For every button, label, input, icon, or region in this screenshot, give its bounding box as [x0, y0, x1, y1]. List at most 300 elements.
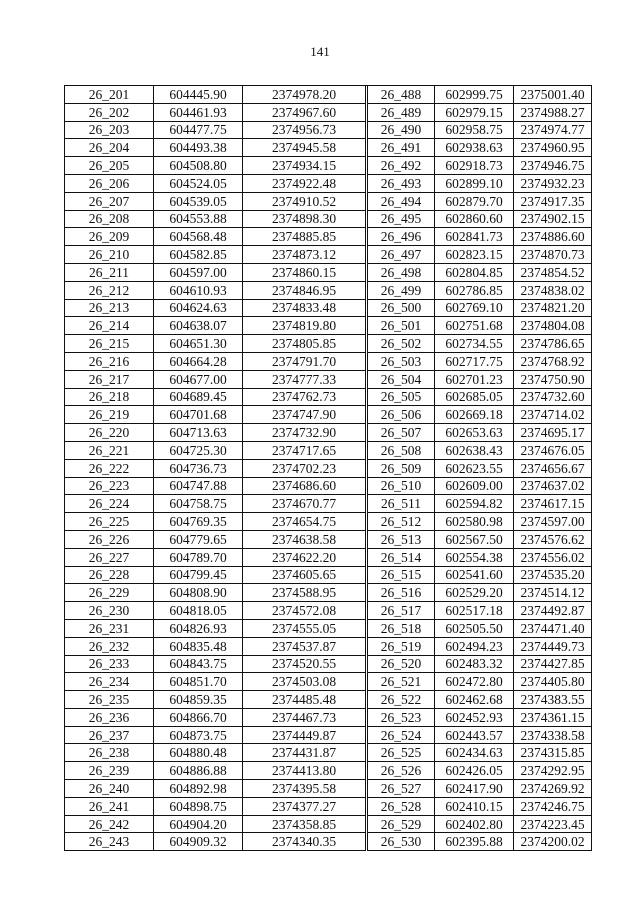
- y-coordinate-cell: 2374860.15: [243, 263, 366, 281]
- x-coordinate-cell: 604880.48: [154, 744, 243, 762]
- x-coordinate-cell: 602804.85: [435, 263, 514, 281]
- point-id-cell: 26_527: [368, 780, 435, 798]
- y-coordinate-cell: 2374686.60: [243, 477, 366, 495]
- y-coordinate-cell: 2374395.58: [243, 780, 366, 798]
- point-id-cell: 26_233: [65, 655, 154, 673]
- x-coordinate-cell: 602979.15: [435, 103, 514, 121]
- x-coordinate-cell: 602669.18: [435, 406, 514, 424]
- x-coordinate-cell: 602529.20: [435, 584, 514, 602]
- point-id-cell: 26_219: [65, 406, 154, 424]
- x-coordinate-cell: 602426.05: [435, 762, 514, 780]
- y-coordinate-cell: 2374467.73: [243, 708, 366, 726]
- point-id-cell: 26_224: [65, 495, 154, 513]
- y-coordinate-cell: 2374917.35: [514, 192, 592, 210]
- x-coordinate-cell: 604826.93: [154, 619, 243, 637]
- y-coordinate-cell: 2374492.87: [514, 602, 592, 620]
- y-coordinate-cell: 2374315.85: [514, 744, 592, 762]
- x-coordinate-cell: 602494.23: [435, 637, 514, 655]
- x-coordinate-cell: 604461.93: [154, 103, 243, 121]
- x-coordinate-cell: 602554.38: [435, 548, 514, 566]
- y-coordinate-cell: 2374405.80: [514, 673, 592, 691]
- point-id-cell: 26_208: [65, 210, 154, 228]
- point-id-cell: 26_213: [65, 299, 154, 317]
- point-id-cell: 26_202: [65, 103, 154, 121]
- y-coordinate-cell: 2374597.00: [514, 513, 592, 531]
- x-coordinate-cell: 602410.15: [435, 797, 514, 815]
- table-row: [65, 459, 592, 477]
- y-coordinate-cell: 2374732.60: [514, 388, 592, 406]
- point-id-cell: 26_523: [368, 708, 435, 726]
- y-coordinate-cell: 2374413.80: [243, 762, 366, 780]
- point-id-cell: 26_504: [368, 370, 435, 388]
- x-coordinate-cell: 602623.55: [435, 459, 514, 477]
- point-id-cell: 26_510: [368, 477, 435, 495]
- point-id-cell: 26_505: [368, 388, 435, 406]
- y-coordinate-cell: 2374572.08: [243, 602, 366, 620]
- y-coordinate-cell: 2374556.02: [514, 548, 592, 566]
- table-row: [65, 103, 592, 121]
- x-coordinate-cell: 602580.98: [435, 513, 514, 531]
- y-coordinate-cell: 2374377.27: [243, 797, 366, 815]
- point-id-cell: 26_521: [368, 673, 435, 691]
- y-coordinate-cell: 2374873.12: [243, 246, 366, 264]
- x-coordinate-cell: 604747.88: [154, 477, 243, 495]
- point-id-cell: 26_209: [65, 228, 154, 246]
- x-coordinate-cell: 604892.98: [154, 780, 243, 798]
- y-coordinate-cell: 2374946.75: [514, 157, 592, 175]
- point-id-cell: 26_229: [65, 584, 154, 602]
- y-coordinate-cell: 2374934.15: [243, 157, 366, 175]
- x-coordinate-cell: 602999.75: [435, 86, 514, 104]
- table-row: [65, 495, 592, 513]
- table-row: [65, 619, 592, 637]
- table-row: [65, 157, 592, 175]
- point-id-cell: 26_203: [65, 121, 154, 139]
- point-id-cell: 26_517: [368, 602, 435, 620]
- table-row: [65, 192, 592, 210]
- y-coordinate-cell: 2374902.15: [514, 210, 592, 228]
- x-coordinate-cell: 604477.75: [154, 121, 243, 139]
- point-id-cell: 26_489: [368, 103, 435, 121]
- y-coordinate-cell: 2374514.12: [514, 584, 592, 602]
- x-coordinate-cell: 604799.45: [154, 566, 243, 584]
- table-row: [65, 673, 592, 691]
- y-coordinate-cell: 2374576.62: [514, 530, 592, 548]
- point-id-cell: 26_214: [65, 317, 154, 335]
- point-id-cell: 26_491: [368, 139, 435, 157]
- table-row: [65, 210, 592, 228]
- table-row: [65, 441, 592, 459]
- point-id-cell: 26_492: [368, 157, 435, 175]
- point-id-cell: 26_210: [65, 246, 154, 264]
- x-coordinate-cell: 604835.48: [154, 637, 243, 655]
- x-coordinate-cell: 604843.75: [154, 655, 243, 673]
- point-id-cell: 26_520: [368, 655, 435, 673]
- page-number: 141: [310, 44, 330, 59]
- y-coordinate-cell: 2375001.40: [514, 86, 592, 104]
- y-coordinate-cell: 2374804.08: [514, 317, 592, 335]
- x-coordinate-cell: 602609.00: [435, 477, 514, 495]
- x-coordinate-cell: 602417.90: [435, 780, 514, 798]
- x-coordinate-cell: 602717.75: [435, 352, 514, 370]
- point-id-cell: 26_240: [65, 780, 154, 798]
- point-id-cell: 26_216: [65, 352, 154, 370]
- x-coordinate-cell: 604859.35: [154, 691, 243, 709]
- point-id-cell: 26_230: [65, 602, 154, 620]
- point-id-cell: 26_502: [368, 335, 435, 353]
- x-coordinate-cell: 602751.68: [435, 317, 514, 335]
- x-coordinate-cell: 602823.15: [435, 246, 514, 264]
- x-coordinate-cell: 602567.50: [435, 530, 514, 548]
- y-coordinate-cell: 2374431.87: [243, 744, 366, 762]
- point-id-cell: 26_211: [65, 263, 154, 281]
- y-coordinate-cell: 2374960.95: [514, 139, 592, 157]
- point-id-cell: 26_526: [368, 762, 435, 780]
- x-coordinate-cell: 604445.90: [154, 86, 243, 104]
- table-row: [65, 566, 592, 584]
- point-id-cell: 26_235: [65, 691, 154, 709]
- x-coordinate-cell: 602769.10: [435, 299, 514, 317]
- table-row: [65, 584, 592, 602]
- x-coordinate-cell: 602505.50: [435, 619, 514, 637]
- point-id-cell: 26_525: [368, 744, 435, 762]
- y-coordinate-cell: 2374676.05: [514, 441, 592, 459]
- y-coordinate-cell: 2374340.35: [243, 833, 366, 851]
- y-coordinate-cell: 2374974.77: [514, 121, 592, 139]
- table-row: [65, 513, 592, 531]
- y-coordinate-cell: 2374695.17: [514, 424, 592, 442]
- point-id-cell: 26_511: [368, 495, 435, 513]
- x-coordinate-cell: 604779.65: [154, 530, 243, 548]
- point-id-cell: 26_231: [65, 619, 154, 637]
- x-coordinate-cell: 602918.73: [435, 157, 514, 175]
- y-coordinate-cell: 2374200.02: [514, 833, 592, 851]
- x-coordinate-cell: 602434.63: [435, 744, 514, 762]
- y-coordinate-cell: 2374670.77: [243, 495, 366, 513]
- point-id-cell: 26_239: [65, 762, 154, 780]
- x-coordinate-cell: 604677.00: [154, 370, 243, 388]
- table-row: [65, 744, 592, 762]
- x-coordinate-cell: 604736.73: [154, 459, 243, 477]
- y-coordinate-cell: 2374449.73: [514, 637, 592, 655]
- y-coordinate-cell: 2374656.67: [514, 459, 592, 477]
- table-row: [65, 317, 592, 335]
- x-coordinate-cell: 602638.43: [435, 441, 514, 459]
- x-coordinate-cell: 602701.23: [435, 370, 514, 388]
- x-coordinate-cell: 602395.88: [435, 833, 514, 851]
- point-id-cell: 26_518: [368, 619, 435, 637]
- x-coordinate-cell: 604582.85: [154, 246, 243, 264]
- x-coordinate-cell: 604873.75: [154, 726, 243, 744]
- table-row: [65, 139, 592, 157]
- table-row: [65, 530, 592, 548]
- y-coordinate-cell: 2374978.20: [243, 86, 366, 104]
- x-coordinate-cell: 604818.05: [154, 602, 243, 620]
- table-row: [65, 263, 592, 281]
- point-id-cell: 26_237: [65, 726, 154, 744]
- x-coordinate-cell: 602958.75: [435, 121, 514, 139]
- y-coordinate-cell: 2374358.85: [243, 815, 366, 833]
- point-id-cell: 26_221: [65, 441, 154, 459]
- x-coordinate-cell: 602653.63: [435, 424, 514, 442]
- point-id-cell: 26_488: [368, 86, 435, 104]
- table-row: [65, 780, 592, 798]
- table-row: [65, 388, 592, 406]
- x-coordinate-cell: 604851.70: [154, 673, 243, 691]
- y-coordinate-cell: 2374821.20: [514, 299, 592, 317]
- point-id-cell: 26_495: [368, 210, 435, 228]
- x-coordinate-cell: 604769.35: [154, 513, 243, 531]
- table-row: [65, 228, 592, 246]
- table-row: [65, 335, 592, 353]
- y-coordinate-cell: 2374638.58: [243, 530, 366, 548]
- point-id-cell: 26_516: [368, 584, 435, 602]
- x-coordinate-cell: 604664.28: [154, 352, 243, 370]
- x-coordinate-cell: 602786.85: [435, 281, 514, 299]
- point-id-cell: 26_530: [368, 833, 435, 851]
- point-id-cell: 26_241: [65, 797, 154, 815]
- x-coordinate-cell: 604758.75: [154, 495, 243, 513]
- y-coordinate-cell: 2374932.23: [514, 174, 592, 192]
- table-row: [65, 121, 592, 139]
- y-coordinate-cell: 2374485.48: [243, 691, 366, 709]
- x-coordinate-cell: 604701.68: [154, 406, 243, 424]
- y-coordinate-cell: 2374654.75: [243, 513, 366, 531]
- x-coordinate-cell: 604493.38: [154, 139, 243, 157]
- x-coordinate-cell: 602517.18: [435, 602, 514, 620]
- point-id-cell: 26_215: [65, 335, 154, 353]
- y-coordinate-cell: 2374471.40: [514, 619, 592, 637]
- point-id-cell: 26_522: [368, 691, 435, 709]
- x-coordinate-cell: 602443.57: [435, 726, 514, 744]
- table-row: [65, 691, 592, 709]
- table-row: [65, 708, 592, 726]
- y-coordinate-cell: 2374617.15: [514, 495, 592, 513]
- x-coordinate-cell: 602841.73: [435, 228, 514, 246]
- y-coordinate-cell: 2374988.27: [514, 103, 592, 121]
- x-coordinate-cell: 604904.20: [154, 815, 243, 833]
- x-coordinate-cell: 604866.70: [154, 708, 243, 726]
- y-coordinate-cell: 2374886.60: [514, 228, 592, 246]
- y-coordinate-cell: 2374537.87: [243, 637, 366, 655]
- y-coordinate-cell: 2374967.60: [243, 103, 366, 121]
- x-coordinate-cell: 602734.55: [435, 335, 514, 353]
- y-coordinate-cell: 2374747.90: [243, 406, 366, 424]
- point-id-cell: 26_515: [368, 566, 435, 584]
- x-coordinate-cell: 604524.05: [154, 174, 243, 192]
- point-id-cell: 26_501: [368, 317, 435, 335]
- y-coordinate-cell: 2374269.92: [514, 780, 592, 798]
- y-coordinate-cell: 2374588.95: [243, 584, 366, 602]
- y-coordinate-cell: 2374361.15: [514, 708, 592, 726]
- point-id-cell: 26_497: [368, 246, 435, 264]
- table-row: [65, 299, 592, 317]
- y-coordinate-cell: 2374910.52: [243, 192, 366, 210]
- y-coordinate-cell: 2374717.65: [243, 441, 366, 459]
- point-id-cell: 26_206: [65, 174, 154, 192]
- y-coordinate-cell: 2374786.65: [514, 335, 592, 353]
- y-coordinate-cell: 2374520.55: [243, 655, 366, 673]
- table-row: [65, 637, 592, 655]
- x-coordinate-cell: 602541.60: [435, 566, 514, 584]
- point-id-cell: 26_226: [65, 530, 154, 548]
- table-row: [65, 726, 592, 744]
- point-id-cell: 26_228: [65, 566, 154, 584]
- table-row: [65, 548, 592, 566]
- table-row: [65, 477, 592, 495]
- y-coordinate-cell: 2374555.05: [243, 619, 366, 637]
- x-coordinate-cell: 604898.75: [154, 797, 243, 815]
- x-coordinate-cell: 604909.32: [154, 833, 243, 851]
- y-coordinate-cell: 2374762.73: [243, 388, 366, 406]
- x-coordinate-cell: 604886.88: [154, 762, 243, 780]
- y-coordinate-cell: 2374637.02: [514, 477, 592, 495]
- point-id-cell: 26_236: [65, 708, 154, 726]
- table-row: [65, 281, 592, 299]
- point-id-cell: 26_201: [65, 86, 154, 104]
- point-id-cell: 26_490: [368, 121, 435, 139]
- point-id-cell: 26_243: [65, 833, 154, 851]
- table-row: [65, 370, 592, 388]
- x-coordinate-cell: 602402.80: [435, 815, 514, 833]
- x-coordinate-cell: 602483.32: [435, 655, 514, 673]
- point-id-cell: 26_205: [65, 157, 154, 175]
- point-id-cell: 26_500: [368, 299, 435, 317]
- point-id-cell: 26_220: [65, 424, 154, 442]
- x-coordinate-cell: 604789.70: [154, 548, 243, 566]
- point-id-cell: 26_238: [65, 744, 154, 762]
- table-row: [65, 424, 592, 442]
- x-coordinate-cell: 604553.88: [154, 210, 243, 228]
- point-id-cell: 26_207: [65, 192, 154, 210]
- point-id-cell: 26_512: [368, 513, 435, 531]
- y-coordinate-cell: 2374732.90: [243, 424, 366, 442]
- y-coordinate-cell: 2374791.70: [243, 352, 366, 370]
- y-coordinate-cell: 2374922.48: [243, 174, 366, 192]
- x-coordinate-cell: 604651.30: [154, 335, 243, 353]
- x-coordinate-cell: 602462.68: [435, 691, 514, 709]
- x-coordinate-cell: 604508.80: [154, 157, 243, 175]
- y-coordinate-cell: 2374838.02: [514, 281, 592, 299]
- point-id-cell: 26_499: [368, 281, 435, 299]
- point-id-cell: 26_524: [368, 726, 435, 744]
- coordinates-table: [64, 85, 592, 851]
- y-coordinate-cell: 2374503.08: [243, 673, 366, 691]
- y-coordinate-cell: 2374449.87: [243, 726, 366, 744]
- table-row: [65, 86, 592, 104]
- table-row: [65, 246, 592, 264]
- x-coordinate-cell: 604610.93: [154, 281, 243, 299]
- x-coordinate-cell: 602685.05: [435, 388, 514, 406]
- point-id-cell: 26_529: [368, 815, 435, 833]
- table-row: [65, 833, 592, 851]
- point-id-cell: 26_217: [65, 370, 154, 388]
- point-id-cell: 26_242: [65, 815, 154, 833]
- y-coordinate-cell: 2374246.75: [514, 797, 592, 815]
- y-coordinate-cell: 2374702.23: [243, 459, 366, 477]
- x-coordinate-cell: 604568.48: [154, 228, 243, 246]
- y-coordinate-cell: 2374427.85: [514, 655, 592, 673]
- x-coordinate-cell: 602879.70: [435, 192, 514, 210]
- x-coordinate-cell: 602452.93: [435, 708, 514, 726]
- coordinates-table-body: [65, 86, 592, 851]
- table-row: [65, 762, 592, 780]
- point-id-cell: 26_494: [368, 192, 435, 210]
- table-row: [65, 174, 592, 192]
- table-row: [65, 352, 592, 370]
- x-coordinate-cell: 604624.63: [154, 299, 243, 317]
- y-coordinate-cell: 2374805.85: [243, 335, 366, 353]
- x-coordinate-cell: 602860.60: [435, 210, 514, 228]
- point-id-cell: 26_222: [65, 459, 154, 477]
- y-coordinate-cell: 2374898.30: [243, 210, 366, 228]
- y-coordinate-cell: 2374819.80: [243, 317, 366, 335]
- point-id-cell: 26_508: [368, 441, 435, 459]
- x-coordinate-cell: 604808.90: [154, 584, 243, 602]
- y-coordinate-cell: 2374854.52: [514, 263, 592, 281]
- point-id-cell: 26_234: [65, 673, 154, 691]
- point-id-cell: 26_227: [65, 548, 154, 566]
- table-row: [65, 406, 592, 424]
- x-coordinate-cell: 604638.07: [154, 317, 243, 335]
- y-coordinate-cell: 2374885.85: [243, 228, 366, 246]
- y-coordinate-cell: 2374292.95: [514, 762, 592, 780]
- point-id-cell: 26_507: [368, 424, 435, 442]
- x-coordinate-cell: 604597.00: [154, 263, 243, 281]
- y-coordinate-cell: 2374768.92: [514, 352, 592, 370]
- y-coordinate-cell: 2374846.95: [243, 281, 366, 299]
- point-id-cell: 26_509: [368, 459, 435, 477]
- table-row: [65, 602, 592, 620]
- point-id-cell: 26_498: [368, 263, 435, 281]
- y-coordinate-cell: 2374777.33: [243, 370, 366, 388]
- table-row: [65, 815, 592, 833]
- y-coordinate-cell: 2374622.20: [243, 548, 366, 566]
- x-coordinate-cell: 604689.45: [154, 388, 243, 406]
- x-coordinate-cell: 602472.80: [435, 673, 514, 691]
- y-coordinate-cell: 2374956.73: [243, 121, 366, 139]
- point-id-cell: 26_506: [368, 406, 435, 424]
- y-coordinate-cell: 2374338.58: [514, 726, 592, 744]
- y-coordinate-cell: 2374750.90: [514, 370, 592, 388]
- x-coordinate-cell: 602938.63: [435, 139, 514, 157]
- point-id-cell: 26_496: [368, 228, 435, 246]
- y-coordinate-cell: 2374714.02: [514, 406, 592, 424]
- point-id-cell: 26_218: [65, 388, 154, 406]
- x-coordinate-cell: 602594.82: [435, 495, 514, 513]
- y-coordinate-cell: 2374223.45: [514, 815, 592, 833]
- table-row: [65, 655, 592, 673]
- y-coordinate-cell: 2374870.73: [514, 246, 592, 264]
- y-coordinate-cell: 2374945.58: [243, 139, 366, 157]
- y-coordinate-cell: 2374383.55: [514, 691, 592, 709]
- point-id-cell: 26_223: [65, 477, 154, 495]
- point-id-cell: 26_519: [368, 637, 435, 655]
- point-id-cell: 26_503: [368, 352, 435, 370]
- point-id-cell: 26_225: [65, 513, 154, 531]
- x-coordinate-cell: 604725.30: [154, 441, 243, 459]
- point-id-cell: 26_514: [368, 548, 435, 566]
- point-id-cell: 26_204: [65, 139, 154, 157]
- table-row: [65, 797, 592, 815]
- y-coordinate-cell: 2374535.20: [514, 566, 592, 584]
- point-id-cell: 26_232: [65, 637, 154, 655]
- x-coordinate-cell: 602899.10: [435, 174, 514, 192]
- y-coordinate-cell: 2374605.65: [243, 566, 366, 584]
- x-coordinate-cell: 604713.63: [154, 424, 243, 442]
- x-coordinate-cell: 604539.05: [154, 192, 243, 210]
- point-id-cell: 26_528: [368, 797, 435, 815]
